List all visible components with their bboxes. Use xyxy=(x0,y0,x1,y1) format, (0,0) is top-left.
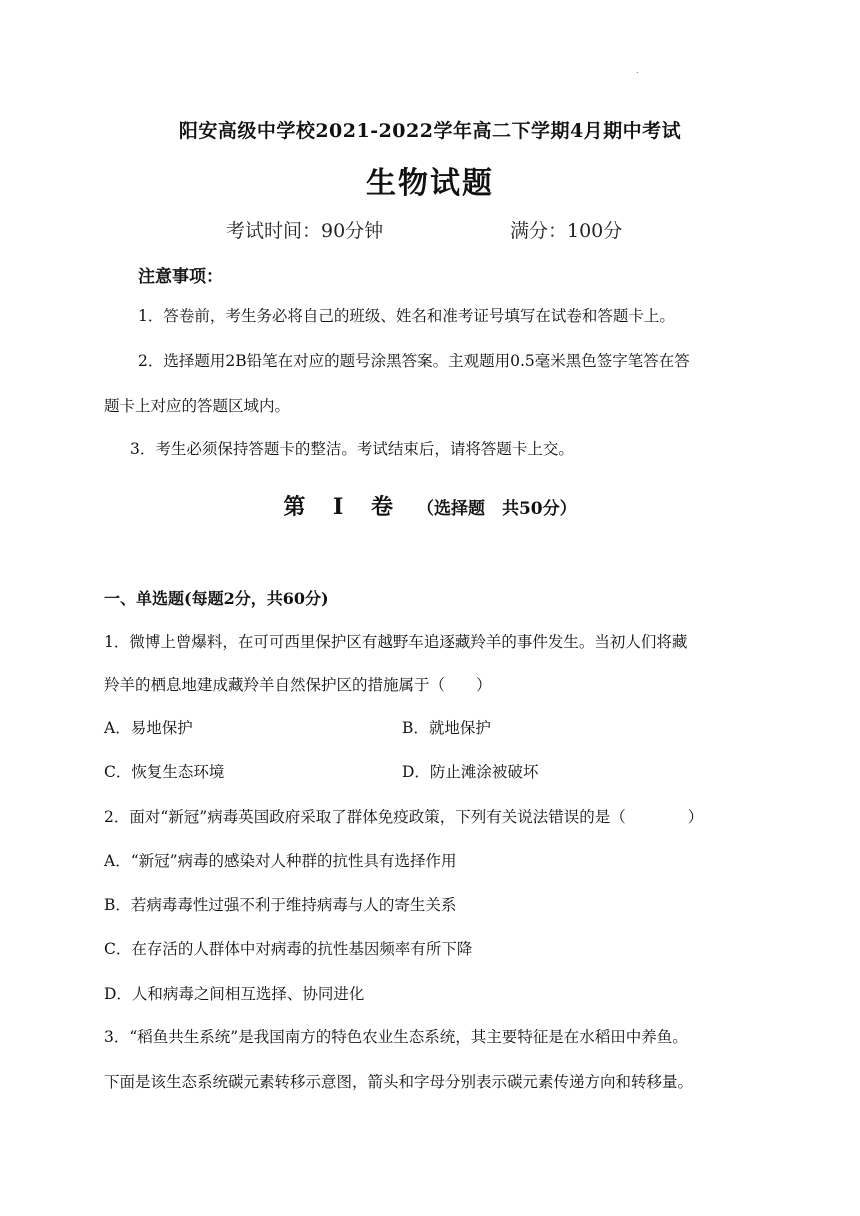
note-item-1: 1．答卷前，考生务必将自己的班级、姓名和准考证号填写在试卷和答题卡上。 xyxy=(138,307,675,325)
subject-title: 生物试题 xyxy=(366,166,494,201)
question-1-line-2: 羚羊的栖息地建成藏羚羊自然保护区的措施属于（ ） xyxy=(104,676,492,694)
question-1-option-a: A．易地保护 xyxy=(104,719,193,737)
question-2-option-a: A．“新冠”病毒的感染对人种群的抗性具有选择作用 xyxy=(104,852,457,870)
question-1-option-d: D．防止滩涂被破坏 xyxy=(402,763,539,781)
volume-sub-label: （选择题 共50分） xyxy=(416,499,577,519)
note-item-3: 3．考生必须保持答题卡的整洁。考试结束后，请将答题卡上交。 xyxy=(130,440,574,458)
exam-time: 考试时间：90分钟 xyxy=(226,220,384,242)
full-score: 满分：100分 xyxy=(510,220,623,242)
volume-main-label: 第 Ⅰ 卷 xyxy=(283,494,403,520)
volume-title xyxy=(0,490,860,521)
question-1-line-1: 1．微博上曾爆料，在可可西里保护区有越野车追逐藏羚羊的事件发生。当初人们将藏 xyxy=(104,633,688,651)
school-title: 阳安高级中学校2021-2022学年高二下学期4月期中考试 xyxy=(178,120,682,142)
question-2-stem: 2．面对“新冠”病毒英国政府采取了群体免疫政策，下列有关说法错误的是（ ） xyxy=(104,808,704,826)
question-2-option-c: C．在存活的人群体中对病毒的抗性基因频率有所下降 xyxy=(104,940,473,958)
notes-heading: 注意事项： xyxy=(138,267,223,287)
question-2-option-b: B．若病毒毒性过强不利于维持病毒与人的寄生关系 xyxy=(104,896,457,914)
question-1-option-b: B．就地保护 xyxy=(402,719,491,737)
section-heading: 一、单选题(每题2分，共60分) xyxy=(104,589,329,608)
question-3-line-1: 3．“稻鱼共生系统”是我国南方的特色农业生态系统，其主要特征是在水稻田中养鱼。 xyxy=(104,1028,688,1046)
question-2-option-d: D．人和病毒之间相互选择、协同进化 xyxy=(104,985,365,1003)
question-3-line-2: 下面是该生态系统碳元素转移示意图，箭头和字母分别表示碳元素传递方向和转移量。 xyxy=(104,1073,694,1091)
note-item-2-line-2: 题卡上对应的答题区域内。 xyxy=(104,397,291,415)
question-1-option-c: C．恢复生态环境 xyxy=(104,763,225,781)
page-dot: . xyxy=(636,66,639,75)
note-item-2-line-1: 2．选择题用2B铅笔在对应的题号涂黑答案。主观题用0.5毫米黑色签字笔答在答 xyxy=(138,352,690,370)
